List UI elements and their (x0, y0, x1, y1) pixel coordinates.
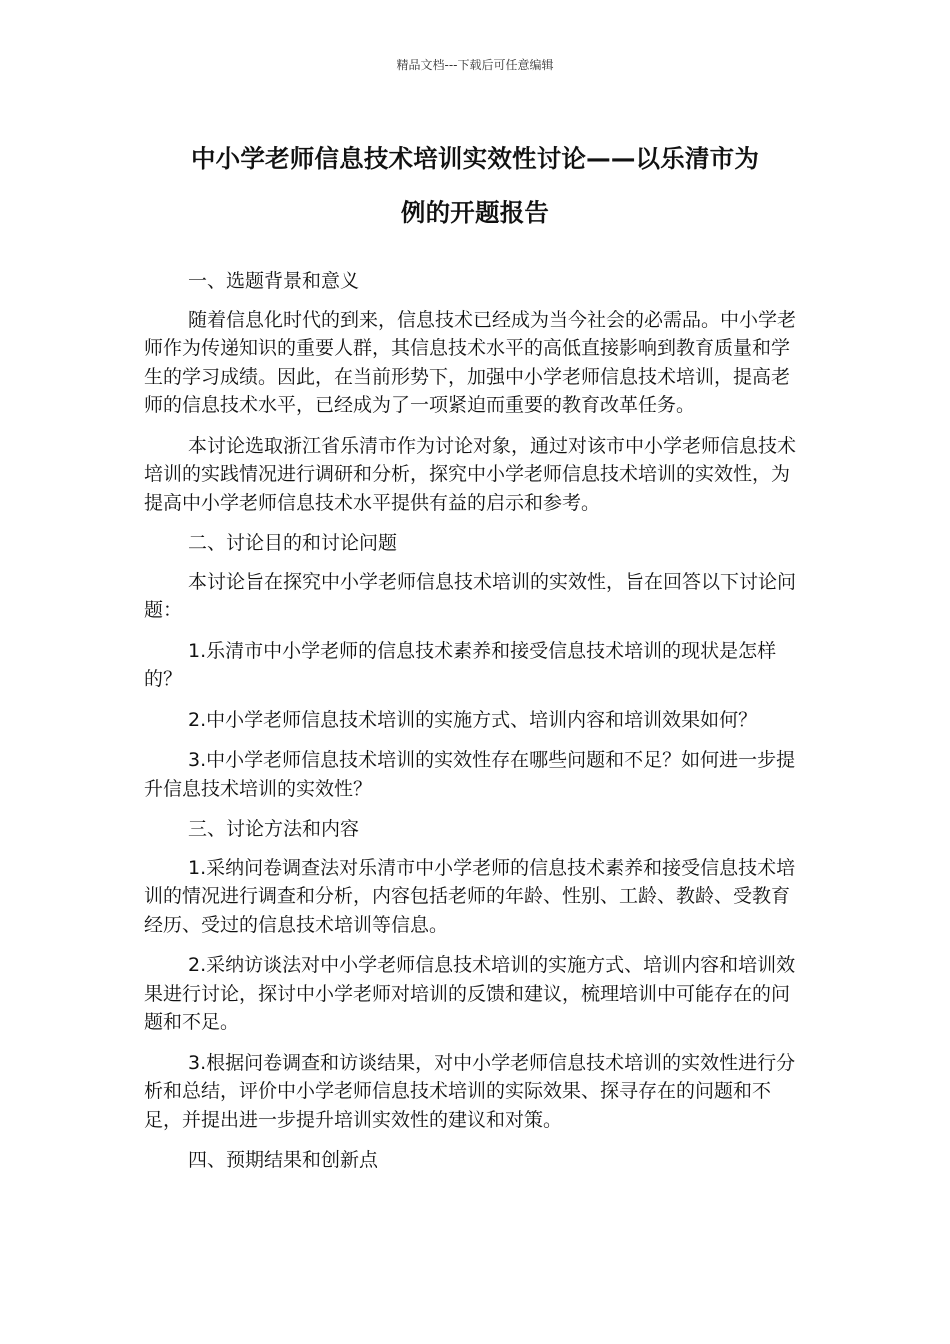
page-header-watermark: 精品文档---下载后可任意编辑 (396, 58, 554, 72)
method-item-1: 1.采纳问卷调查法对乐清市中小学老师的信息技术素养和接受信息技术培训的情况进行调查和分析，内容包括老师的年龄、性别、工龄、教龄、受教育经历、受过的信息技术培训等信息。 (144, 856, 796, 936)
method-item-3: 3.根据问卷调查和访谈结果，对中小学老师信息技术培训的实效性进行分析和总结，评价中小学老师信息技术培训的实际效果、探寻存在的问题和不足，并提出进一步提升培训实效性的建议和对策。 (144, 1051, 796, 1131)
research-question-3: 3.中小学老师信息技术培训的实效性存在哪些问题和不足？如何进一步提升信息技术培训的实效性？ (144, 749, 796, 800)
research-question-1: 1.乐清市中小学老师的信息技术素养和接受信息技术培训的现状是怎样的？ (144, 639, 777, 690)
document-title-line-1: 中小学老师信息技术培训实效性讨论——以乐清市为 (190, 144, 760, 173)
section-heading-methods: 三、讨论方法和内容 (188, 818, 360, 840)
method-item-2: 2.采纳访谈法对中小学老师信息技术培训的实施方式、培训内容和培训效果进行讨论，探讨中小学老师对培训的反馈和建议，梳理培训中可能存在的问题和不足。 (144, 954, 796, 1033)
research-question-2: 2.中小学老师信息技术培训的实施方式、培训内容和培训效果如何？ (188, 708, 758, 731)
section-heading-purpose: 二、讨论目的和讨论问题 (188, 532, 398, 554)
document-title (130, 132, 820, 240)
section-heading-background: 一、选题背景和意义 (188, 270, 360, 292)
paragraph-background-2: 本讨论选取浙江省乐清市作为讨论对象，通过对该市中小学老师信息技术培训的实践情况进行调研和分析，探究中小学老师信息技术培训的实效性，为提高中小学老师信息技术水平提供有益的启示和参考。 (144, 434, 797, 514)
section-heading-expected-results: 四、预期结果和创新点 (188, 1149, 379, 1171)
document-body (144, 267, 806, 1185)
document-title-line-2: 例的开题报告 (400, 198, 550, 227)
paragraph-purpose-intro: 本讨论旨在探究中小学老师信息技术培训的实效性，旨在回答以下讨论问题： (144, 570, 797, 621)
paragraph-background-1: 随着信息化时代的到来，信息技术已经成为当今社会的必需品。中小学老师作为传递知识的重要人群，其信息技术水平的高低直接影响到教育质量和学生的学习成绩。因此，在当前形势下，加强中小学老师信息技术培训，提高老师的信息技术水平，已经成为了一项紧迫而重要的教育改革任务。 (144, 308, 797, 416)
